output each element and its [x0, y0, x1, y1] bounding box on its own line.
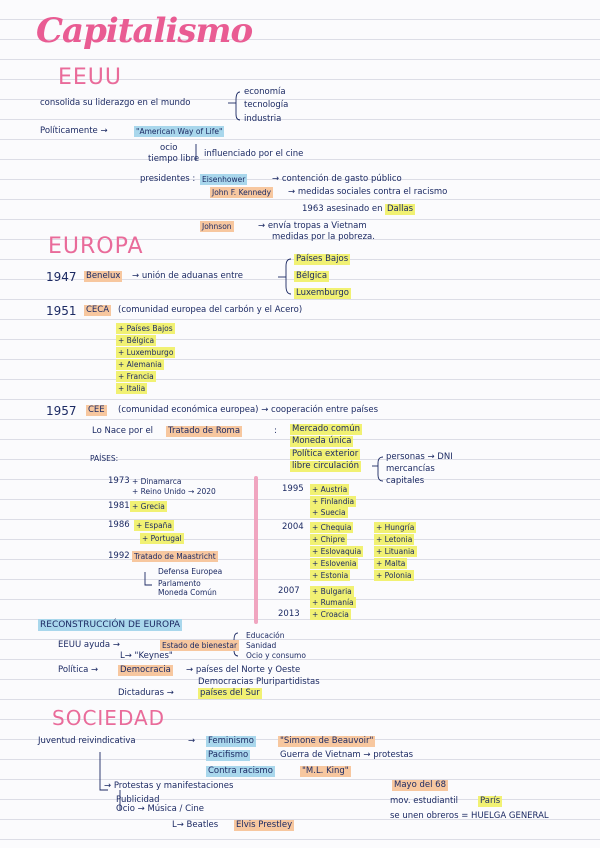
kennedy-note: → medidas sociales contra el racismo: [288, 187, 448, 197]
country-item: + Hungría: [376, 523, 415, 532]
kennedy-note-2: 1963 asesinado en: [302, 204, 383, 214]
dictaduras-label: Dictaduras →: [118, 688, 174, 698]
country-item: + Croacia: [312, 610, 349, 619]
libre-item-mercancias: mercancías: [386, 464, 435, 474]
contra-racismo-highlight: Contra racismo: [208, 766, 273, 776]
keynes-label: L→ "Keynes": [120, 651, 173, 661]
johnson-highlight: Johnson: [202, 222, 232, 231]
estado-item: Educación: [246, 631, 285, 640]
kennedy-highlight: John F. Kennedy: [212, 188, 272, 197]
country-item: + Chipre: [312, 535, 346, 544]
politica-exterior: Política exterior: [292, 449, 359, 459]
cee-highlight: CEE: [88, 405, 105, 415]
mlking-highlight: "M.L. King": [302, 766, 349, 776]
elvis-highlight: Elvis Prestley: [236, 820, 293, 830]
country-item: + Letonia: [376, 535, 413, 544]
country-item: + Portugal: [142, 534, 182, 543]
obreros-note: se unen obreros = HUELGA GENERAL: [390, 811, 549, 821]
democracia-note-2: Democracias Pluripartidistas: [198, 677, 320, 687]
paris-highlight: París: [480, 796, 501, 806]
tiempo-libre-label: tiempo libre: [148, 154, 200, 164]
benelux-note: → unión de aduanas entre: [132, 271, 243, 281]
europa-heading: EUROPA: [48, 234, 144, 259]
estado-bienestar-highlight: Estado de bienestar: [162, 641, 238, 650]
paises-sur-highlight: países del Sur: [200, 688, 260, 698]
country-item: + Polonia: [376, 571, 412, 580]
country-item: + Chequia: [312, 523, 352, 532]
moneda-unica: Moneda única: [292, 436, 352, 446]
year-1951: 1951: [46, 304, 77, 318]
nace-colon: :: [274, 426, 277, 436]
johnson-note-2: medidas por la pobreza.: [272, 232, 375, 242]
country-item: + Lituania: [376, 547, 415, 556]
libre-item-personas: personas → DNI: [386, 452, 453, 462]
feminismo-highlight: Feminismo: [208, 736, 254, 746]
beatles-label: L→ Beatles: [172, 820, 219, 830]
beauvoir-highlight: "Simone de Beauvoir": [280, 736, 374, 746]
year-1973: 1973: [108, 476, 130, 486]
country-item: + Malta: [376, 559, 406, 568]
country-item: + Rumanía: [312, 598, 354, 607]
juventud-label: Juventud reivindicativa: [38, 736, 136, 746]
country-item: + España: [136, 521, 173, 530]
page-title: Capitalismo: [36, 11, 253, 51]
dallas-highlight: Dallas: [387, 204, 414, 214]
nace-label: Lo Nace por el: [92, 426, 154, 436]
democracia-highlight: Democracia: [120, 665, 171, 675]
benelux-highlight: Benelux: [86, 271, 121, 281]
maastricht-item: Moneda Común: [158, 588, 217, 597]
eeuu-ayuda-label: EEUU ayuda →: [58, 640, 120, 650]
year-1981: 1981: [108, 501, 130, 511]
country-item: + Dinamarca: [132, 477, 182, 486]
year-1947: 1947: [46, 270, 77, 284]
eisenhower-note: → contención de gasto público: [272, 174, 402, 184]
paises-label: PAÍSES:: [90, 454, 119, 463]
politica-label: Política →: [58, 665, 99, 675]
ceca-member: + Luxemburgo: [118, 348, 174, 357]
branch-industria: industria: [244, 114, 282, 124]
ocio-musica-label: Ocio → Música / Cine: [116, 804, 205, 814]
year-1986: 1986: [108, 520, 130, 530]
publicidad-label: Publicidad: [116, 795, 160, 805]
branch-economia: economía: [244, 87, 286, 97]
johnson-note: → envía tropas a Vietnam: [258, 221, 367, 231]
pacifismo-highlight: Pacifismo: [208, 750, 249, 760]
year-2007: 2007: [278, 586, 300, 596]
influenciado-label: influenciado por el cine: [204, 149, 304, 159]
politicamente-label: Políticamente →: [40, 126, 108, 136]
presidentes-label: presidentes :: [140, 174, 196, 184]
benelux-country-1: Países Bajos: [296, 254, 349, 264]
reconstruccion-heading: RECONSTRUCCIÓN DE EUROPA: [40, 620, 181, 630]
libre-item-capitales: capitales: [386, 476, 425, 486]
country-item: + Suecia: [312, 508, 346, 517]
vietnam-note: Guerra de Vietnam → protestas: [280, 750, 414, 760]
libre-circulacion: libre circulación: [292, 461, 359, 471]
country-item: + Reino Unido → 2020: [132, 487, 216, 496]
country-item: + Finlandia: [312, 497, 355, 506]
mercado-comun: Mercado común: [292, 424, 360, 434]
maastricht-item: Parlamento: [158, 579, 201, 588]
ceca-highlight: CECA: [86, 305, 110, 315]
country-item: + Eslovenia: [312, 559, 357, 568]
democracia-note: → países del Norte y Oeste: [186, 665, 301, 675]
ceca-member: + Países Bajos: [118, 324, 173, 333]
ocio-label: ocio: [160, 143, 178, 153]
estado-item: Ocio y consumo: [246, 651, 306, 660]
estado-item: Sanidad: [246, 641, 277, 650]
year-1992: 1992: [108, 551, 130, 561]
ceca-member: + Francia: [118, 372, 154, 381]
maastricht-item: Defensa Europea: [158, 567, 223, 576]
ceca-note: (comunidad europea del carbón y el Acero): [118, 305, 303, 315]
eeuu-consolida: consolida su liderazgo en el mundo: [40, 98, 191, 108]
protestas-label: → Protestas y manifestaciones: [104, 781, 234, 791]
benelux-country-2: Bélgica: [296, 271, 328, 281]
ceca-member: + Alemania: [118, 360, 162, 369]
year-2004: 2004: [282, 522, 304, 532]
benelux-country-3: Luxemburgo: [296, 288, 349, 298]
ceca-member: + Bélgica: [118, 336, 155, 345]
country-item: + Bulgaria: [312, 587, 352, 596]
mov-estudiantil: mov. estudiantil: [390, 796, 459, 806]
eeuu-heading: EEUU: [58, 65, 123, 90]
year-1957: 1957: [46, 404, 77, 418]
tratado-roma-highlight: Tratado de Roma: [168, 426, 241, 436]
branch-tecnologia: tecnología: [244, 100, 289, 110]
timeline-divider: [254, 476, 258, 624]
american-way-highlight: "American Way of Life": [136, 127, 223, 136]
country-item: + Austria: [312, 485, 348, 494]
ceca-member: + Italia: [118, 384, 146, 393]
country-item: + Grecia: [132, 502, 165, 511]
juventud-arrow: →: [188, 736, 196, 746]
year-2013: 2013: [278, 609, 300, 619]
country-item: + Estonia: [312, 571, 349, 580]
year-1995: 1995: [282, 484, 304, 494]
country-item: + Eslovaquia: [312, 547, 362, 556]
mayo68-highlight: Mayo del 68: [394, 780, 446, 790]
eisenhower-highlight: Eisenhower: [202, 175, 246, 184]
sociedad-heading: SOCIEDAD: [52, 706, 166, 730]
cee-note: (comunidad económica europea) → cooperación entre países: [118, 405, 378, 415]
maastricht-highlight: Tratado de Maastricht: [134, 552, 216, 561]
